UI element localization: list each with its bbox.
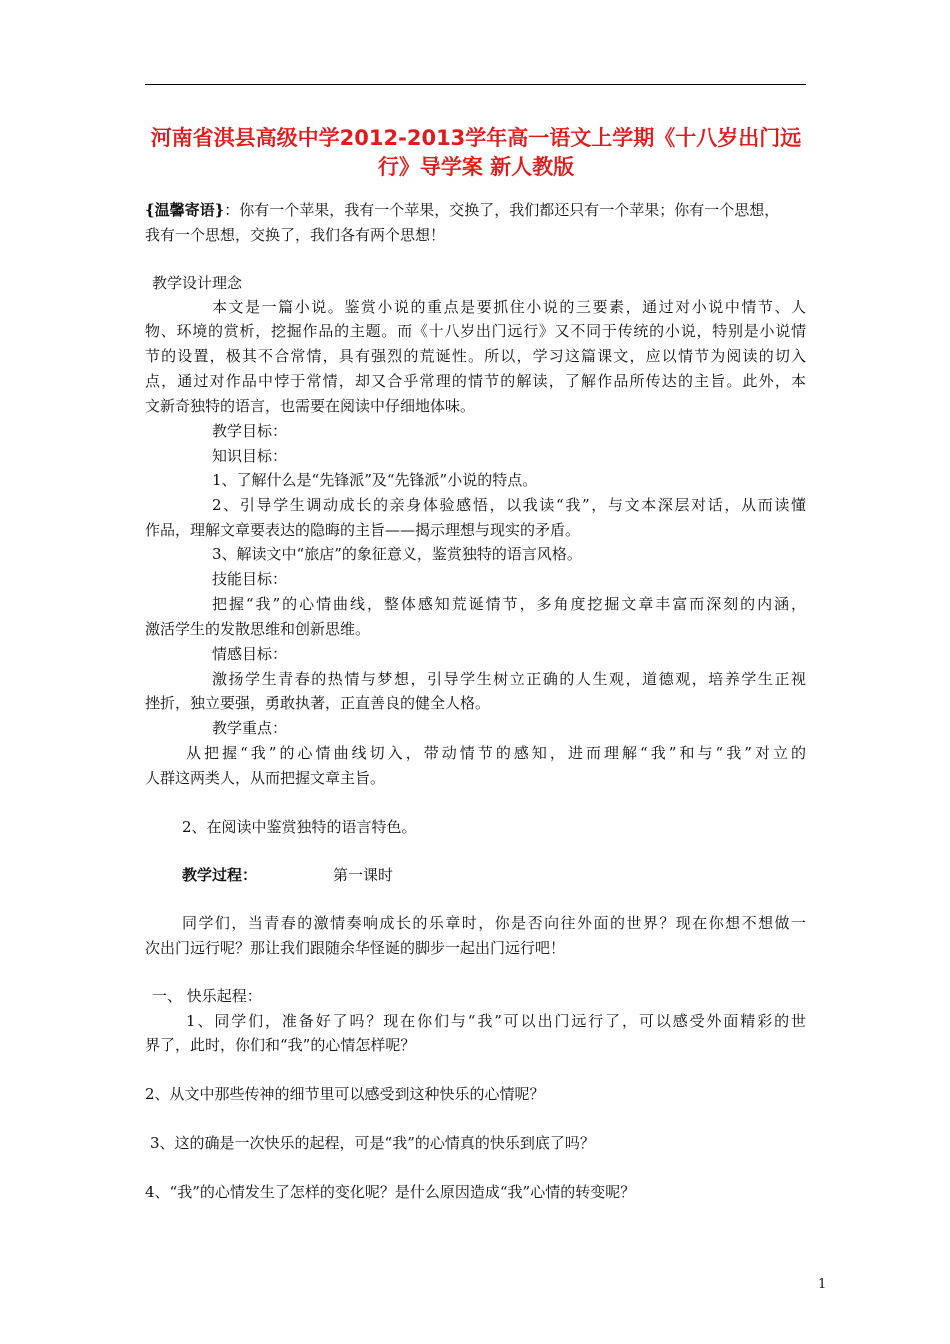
design-paragraph-line: 物、环境的赏析，挖掘作品的主题。而《十八岁出门远行》又不同于传统的小说，特别是小说情 [145, 322, 806, 340]
design-paragraph-line: 本文是一篇小说。鉴赏小说的重点是要抓住小说的三要素，通过对小说中情节、人 [212, 298, 806, 316]
focus-item-1: 从把握“我”的心情曲线切入，带动情节的感知，进而理解“我”和与“我”对立的 [186, 744, 806, 762]
focus-item-2: 2、在阅读中鉴赏独特的语言特色。 [182, 818, 417, 836]
question-1: 1、同学们，准备好了吗？现在你们与“我”可以出门远行了，可以感受外面精彩的世 [186, 1012, 806, 1030]
design-paragraph-line: 节的设置，极其不合常情，具有强烈的荒诞性。所以，学习这篇课文，应以情节为阅读的切入 [145, 347, 806, 365]
goals-heading: 教学目标： [212, 422, 288, 440]
knowledge-heading: 知识目标： [212, 447, 288, 465]
knowledge-item-3: 3、解读文中“旅店”的象征意义，鉴赏独特的语言风格。 [212, 545, 582, 563]
knowledge-item-2-cont: 作品，理解文章要表达的隐晦的主旨——揭示理想与现实的矛盾。 [145, 521, 581, 539]
process-heading: 教学过程： [182, 866, 258, 884]
intro-line-1 [145, 199, 779, 221]
skill-item: 把握“我”的心情曲线，整体感知荒诞情节，多角度挖掘文章丰富而深刻的内涵， [212, 595, 806, 613]
intro-label: {温馨寄语} [145, 201, 225, 219]
question-1-cont: 界了，此时，你们和“我”的心情怎样呢？ [145, 1036, 416, 1054]
intro-text: ：你有一个苹果，我有一个苹果，交换了，我们都还只有一个苹果；你有一个思想， [224, 201, 780, 219]
design-paragraph-line: 点，通过对作品中悖于常情，却又合乎常理的情节的解读，了解作品所传达的主旨。此外，本 [145, 372, 806, 390]
focus-heading: 教学重点： [212, 719, 288, 737]
knowledge-item-2: 2、引导学生调动成长的亲身体验感悟，以我读“我”，与文本深层对话，从而读懂 [212, 496, 806, 514]
lesson-label: 第一课时 [333, 866, 394, 884]
section-heading: 一、 快乐起程： [152, 987, 262, 1005]
emotion-heading: 情感目标： [212, 645, 288, 663]
page-number: 1 [818, 1277, 827, 1292]
header-rule [145, 84, 806, 85]
skill-heading: 技能目标： [212, 570, 288, 588]
intro-line-2: 我有一个思想，交换了，我们各有两个思想！ [145, 226, 446, 244]
document-title: 河南省淇县高级中学2012-2013学年高一语文上学期《十八岁出门远行》导学案 新人教版 [150, 126, 802, 179]
skill-item-cont: 激活学生的发散思维和创新思维。 [145, 620, 371, 638]
design-heading: 教学设计理念 [152, 274, 243, 292]
question-4: 4、“我”的心情发生了怎样的变化呢？是什么原因造成“我”心情的转变呢？ [145, 1183, 636, 1201]
emotion-item: 激扬学生青春的热情与梦想，引导学生树立正确的人生观，道德观，培养学生正视 [212, 670, 806, 688]
process-intro-cont: 次出门远行呢？那让我们跟随余华怪诞的脚步一起出门远行吧！ [145, 939, 566, 957]
question-2: 2、从文中那些传神的细节里可以感受到这种快乐的心情呢？ [145, 1085, 545, 1103]
design-paragraph-line: 文新奇独特的语言，也需要在阅读中仔细地体味。 [145, 397, 476, 415]
process-intro: 同学们，当青春的激情奏响成长的乐章时，你是否向往外面的世界？现在你想不想做一 [182, 914, 806, 932]
emotion-item-cont: 挫折，独立要强，勇敢执著，正直善良的健全人格。 [145, 694, 491, 712]
knowledge-item-1: 1、了解什么是“先锋派”及“先锋派”小说的特点。 [212, 471, 538, 489]
focus-item-1-cont: 人群这两类人，从而把握文章主旨。 [145, 769, 386, 787]
question-3: 3、这的确是一次快乐的起程，可是“我”的心情真的快乐到底了吗？ [150, 1134, 595, 1152]
